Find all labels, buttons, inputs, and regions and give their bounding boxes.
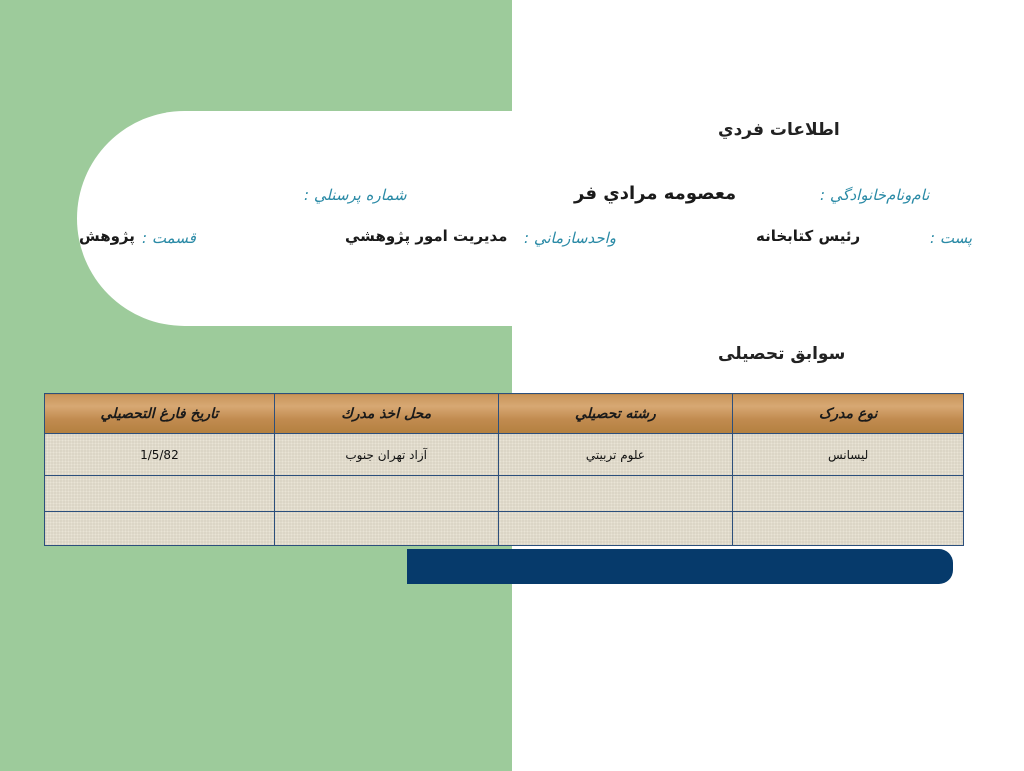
table-cell [45,512,275,546]
decorative-navy-bar [407,549,953,584]
table-cell [498,476,733,512]
table-cell: ليسانس [733,434,964,476]
table-cell [733,476,964,512]
org-unit-label: واحدسازماني : [524,229,617,247]
table-cell: علوم تربيتي [498,434,733,476]
table-row [45,476,964,512]
education-table [44,393,964,546]
education-heading: سوابق تحصيلى [718,344,846,364]
position-label: پست : [930,229,973,247]
column-header-field-of-study: رشته تحصيلي [498,394,733,434]
table-cell [274,512,498,546]
position-value: رئيس كتابخانه [756,227,861,245]
table-cell: 1/5/82 [45,434,275,476]
column-header-institution: محل اخذ مدرك [274,394,498,434]
table-cell [274,476,498,512]
table-header-row [45,394,964,434]
table-row [45,434,964,476]
table-cell [498,512,733,546]
table-row [45,512,964,546]
table-cell [45,476,275,512]
name-label: نام‌ونام‌خانوادگي : [820,186,930,204]
name-value: معصومه مرادي فر [574,183,737,204]
personnel-number-label: شماره پرسنلي : [304,186,407,204]
table-cell [733,512,964,546]
section-label: قسمت : [142,229,196,247]
white-banner-extension [500,111,1024,326]
org-unit-value: مديريت امور پژوهشي [345,227,508,245]
personal-info-heading: اطلاعات فردي [718,120,840,140]
column-header-degree-type: نوع مدرک [733,394,964,434]
table-cell: آزاد تهران جنوب [274,434,498,476]
section-value: پژوهش [79,227,135,245]
column-header-graduation-date: تاريخ فارغ التحصيلي [45,394,275,434]
